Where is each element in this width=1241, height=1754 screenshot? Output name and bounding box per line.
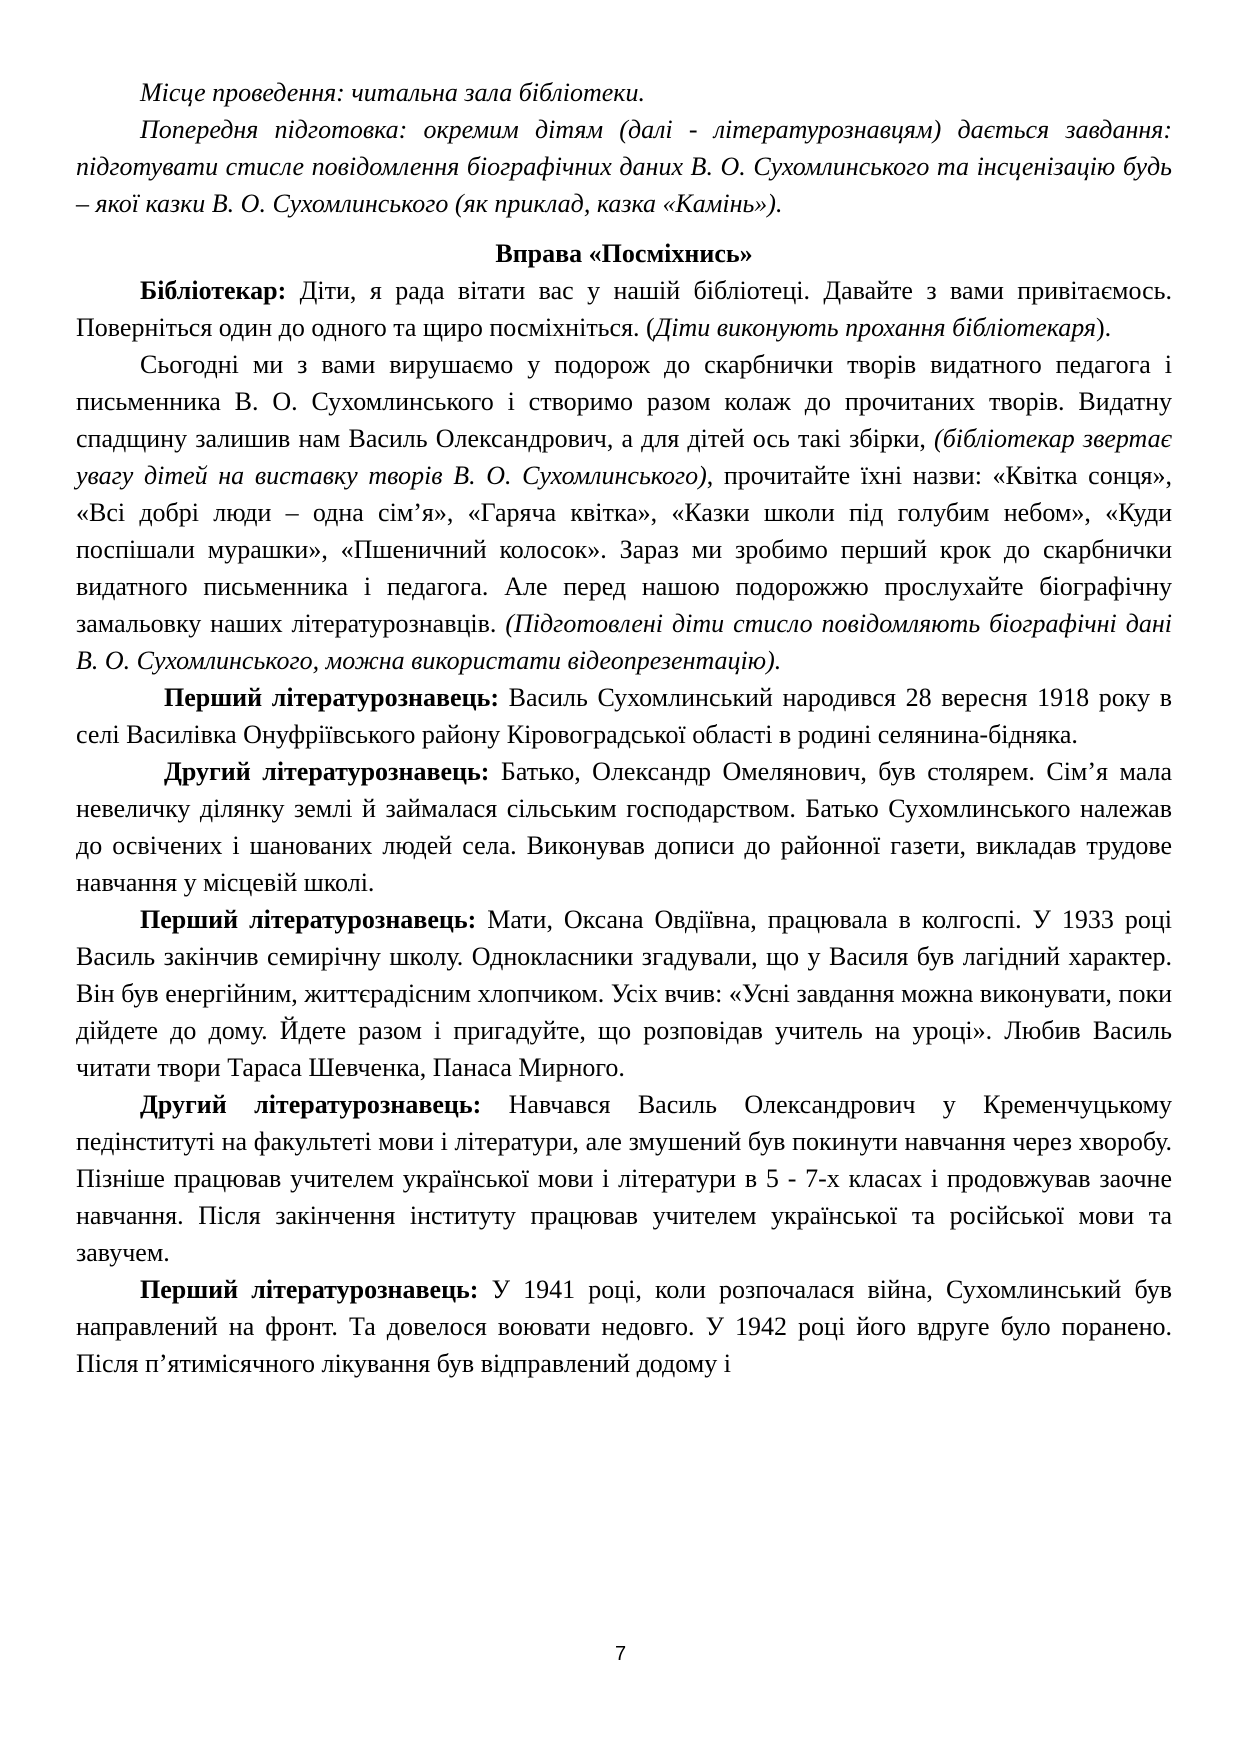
dialogue-paragraph xyxy=(76,679,1172,753)
paragraph-text: ). xyxy=(1096,313,1112,342)
journey-paragraph xyxy=(76,346,1172,679)
page-body xyxy=(76,74,1172,1382)
paragraph-text: Батько, Олександр Омелянович, був столярем. Сім’я мала невеличку ділянку землі й займалася сільським господарством. Батько Сухомлинського належав до освічених і шанованих людей села. Виконував дописи до районної газети, викладав трудове навчання у місцевій школі. xyxy=(76,757,1173,897)
librarian-paragraph xyxy=(76,272,1172,346)
speaker-label: Перший літературознавець: xyxy=(140,1275,479,1304)
paragraph-text: , прочитайте їхні назви: «Квітка сонця», «Всі добрі люди – одна сім’я», «Гаряча квітка», «Казки школи під голубим небом», «Куди поспішали мурашки», «Пшеничний колосок». Зараз ми зробимо перший крок до скарбнички видатного письменника і педагога. Але перед нашою подорожжю прослухайте біографічну замальовку наших літературознавців. xyxy=(76,461,1173,638)
paragraph-text: Навчався Василь Олександрович у Кременчуцькому педінституті на факультеті мови і літератури, але змушений був покинути навчання через хворобу. Пізніше працював учителем української мови і літератури в 5 - 7-х класах і продовжував заочне навчання. Після закінчення інституту працював учителем української та російської мови та завучем. xyxy=(76,1090,1173,1267)
dialogue-paragraph xyxy=(76,1086,1172,1271)
dialogue-paragraph xyxy=(76,753,1172,901)
paragraph-text: Василь Сухомлинський народився 28 вересня 1918 року в селі Василівка Онуфріївського району Кіровоградської області в родині селянина-бідняка. xyxy=(76,683,1173,749)
speaker-label: Другий літературознавець: xyxy=(164,757,490,786)
paragraph-text: Сьогодні ми з вами вирушаємо у подорож до скарбнички творів видатного педагога і письменника В. О. Сухомлинського і створимо разом колаж до прочитаних творів. Видатну спадщину залишив нам Василь Олександрович, а для дітей ось такі збірки, xyxy=(76,350,1172,453)
stage-direction: (бібліотекар звертає увагу дітей на виставку творів В. О. Сухомлинського) xyxy=(76,424,1172,490)
dialogue-paragraph xyxy=(76,901,1172,1086)
speaker-label: Перший літературознавець: xyxy=(140,905,477,934)
paragraph-text: Мати, Оксана Овдіївна, працювала в колгоспі. У 1933 році Василь закінчив семирічну школу. Однокласники згадували, що у Василя був лагідний характер. Він був енергійним, життєрадісним хлопчиком. Усіх вчив: «Усні завдання можна виконувати, поки дійдете до дому. Йдете разом і пригадуйте, що розповідав учитель на уроці». Любив Василь читати твори Тараса Шевченка, Панаса Мирного. xyxy=(76,905,1172,1082)
speaker-label: Другий літературознавець: xyxy=(140,1090,482,1119)
preparation-paragraph: Попередня підготовка: окремим дітям (далі - літературознавцям) дається завдання: підготувати стисле повідомлення біографічних даних В. О. Сухомлинського та інсценізацію будь – якої казки В. О. Сухомлинського (як приклад, казка «Камінь»). xyxy=(76,115,1172,218)
page-number: 7 xyxy=(614,1643,627,1665)
exercise-heading: Вправа «Посміхнись» xyxy=(495,239,753,268)
stage-direction: Діти виконують прохання бібліотекаря xyxy=(654,313,1097,342)
dialogue-paragraph xyxy=(76,1271,1172,1382)
speaker-label: Бібліотекар: xyxy=(140,276,287,305)
venue-line: Місце проведення: читальна зала бібліотеки. xyxy=(140,78,645,107)
stage-direction: (Підготовлені діти стисло повідомляють біографічні дані В. О. Сухомлинського, можна використати відеопрезентацію). xyxy=(76,609,1172,675)
paragraph-text: Діти, я рада вітати вас у нашій бібліотеці. Давайте з вами привітаємось. Поверніться один до одного та щиро посміхніться. ( xyxy=(76,276,1172,342)
paragraph-text: У 1941 році, коли розпочалася війна, Сухомлинський був направлений на фронт. Та довелося воювати недовго. У 1942 році його вдруге було поранено. Після п’ятимісячного лікування був відправлений додому і xyxy=(76,1275,1172,1378)
speaker-label: Перший літературознавець: xyxy=(164,683,499,712)
